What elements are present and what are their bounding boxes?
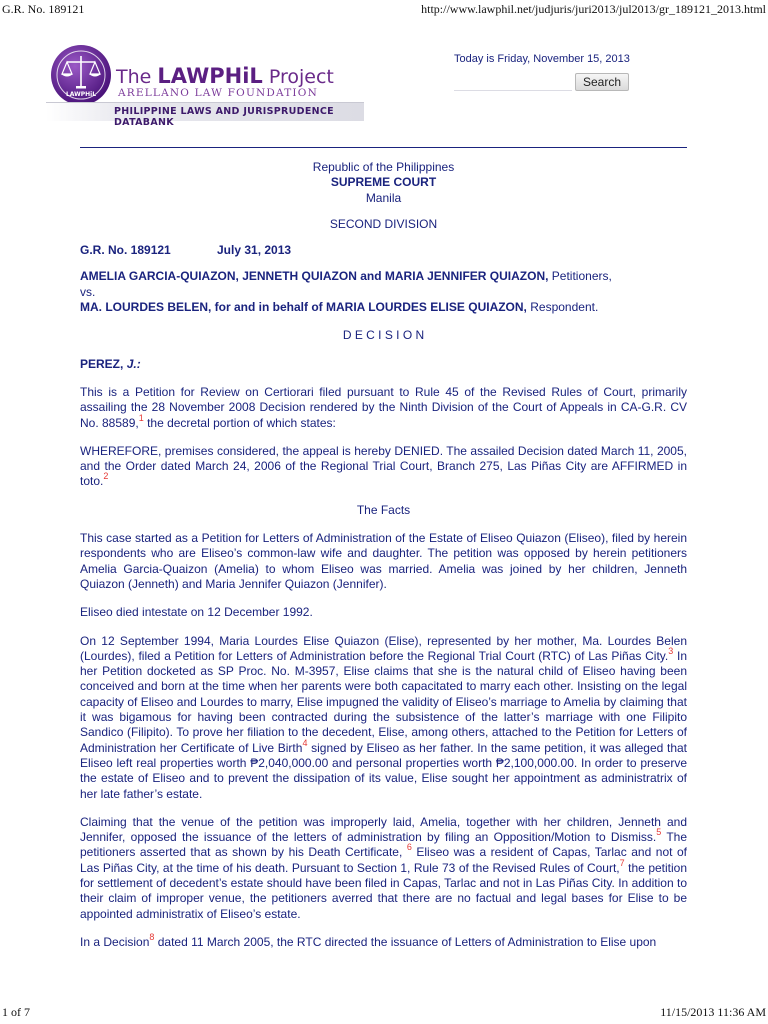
petitioners-names: AMELIA GARCIA-QUIAZON, JENNETH QUIAZON and MARIA JENNIFER QUIAZON, [80, 269, 549, 284]
facts-heading: The Facts [356, 502, 411, 517]
ponente: PEREZ, J.: [80, 356, 141, 371]
footnote-8-link[interactable]: 8 [149, 931, 155, 942]
division-name: SECOND DIVISION [329, 216, 438, 231]
print-header [0, 0, 768, 18]
court-city: Manila [365, 190, 402, 205]
paragraph-1: This is a Petition for Review on Certiorari filed pursuant to Rule 45 of the Revised Rules of Court, primarily assailing the 28 November 2008 Decision rendered by the Ninth Division of the Court of Appeals in CA-G.R. CV No. 88589,$^1$ the decretal portion of which states: [80, 384, 687, 430]
footnote-5-link[interactable]: 5 [656, 827, 662, 838]
footnote-6-link[interactable]: 6 [406, 842, 412, 853]
print-header-title: G.R. No. 189121 [2, 2, 85, 16]
paragraph-5: On 12 September 1994, Maria Lourdes Elise Quiazon (Elise), represented by her mother, Ma. Lourdes Belen (Lourdes), filed a Petition for Letters of Administration before the Regional Trial Court (RTC) of Las Piñas City.$^3$ In her Petition docketed as SP Proc. No. M-3957, Elise claims that she is the natural child of Eliseo having been conceived and born at the time when her parents were both capacitated to marry each other. Insisting on the legal capacity of Eliseo and Lourdes to marry, Elise impugned the validity of Eliseo’s marriage to Amelia by claiming that it was bigamous for having been contracted during the subsistence of the latter’s marriage with one Filipito Sandico (Filipito). To prove her filiation to the decedent, Elise, among others, attached to the Petition for Letters of Administration her Certificate of Live Birth$^4$ signed by Eliseo as her father. In the same petition, it was alleged that Eliseo left real properties worth ₱2,040,000.00 and personal properties worth ₱2,100,000.00. In order to preserve the estate of Eliseo and to prevent the dissipation of its value, Elise sought her appointment as administratrix of her late father’s estate. [80, 633, 688, 801]
court-name: SUPREME COURT [330, 175, 437, 190]
petitioners-line [80, 269, 687, 284]
decision-date: July 31, 2013 [217, 243, 292, 258]
case-number-line [80, 243, 687, 258]
print-timestamp: 11/15/2013 11:36 AM [660, 1005, 766, 1019]
paragraph-7: In a Decision$^8$ dated 11 March 2005, the RTC directed the issuance of Letters of Administration to Elise upon [80, 931, 657, 949]
header-divider [80, 147, 687, 148]
respondent-role: Respondent. [526, 300, 599, 315]
versus: vs. [80, 284, 96, 299]
print-header-url: http://www.lawphil.net/judjuris/juri2013/jul2013/gr_189121_2013.html [421, 2, 766, 16]
footnote-4-link[interactable]: 4 [302, 737, 308, 748]
footnote-7-link[interactable]: 7 [619, 857, 625, 868]
republic-line: Republic of the Philippines [312, 160, 455, 174]
today-date: Today is Friday, November 15, 2013 [454, 53, 630, 65]
paragraph-4: Eliseo died intestate on 12 December 1992. [80, 605, 313, 620]
respondent-line [80, 300, 687, 315]
foundation-name: ARELLANO LAW FOUNDATION [118, 87, 318, 99]
brand-name: The LAWPHiL Project [116, 64, 334, 88]
footnote-3-link[interactable]: 3 [668, 645, 674, 656]
databank-banner: PHILIPPINE LAWS AND JURISPRUDENCE DATABANK [46, 102, 364, 121]
petitioners-role: Petitioners, [548, 269, 612, 284]
search-input[interactable] [454, 72, 572, 91]
lawphil-logo[interactable] [46, 42, 364, 128]
footnote-2-link[interactable]: 2 [103, 471, 109, 482]
svg-text:LAWPHiL: LAWPHiL [65, 91, 97, 98]
paragraph-3: This case started as a Petition for Letters of Administration of the Estate of Eliseo Quiazon (Eliseo), filed by herein respondents who are Eliseo’s common-law wife and daughter. The petition was opposed by herein petitioners Amelia Garcia-Quaizon (Amelia) to whom Eliseo was married. Amelia was joined by her children, Jenneth Quiazon (Jenneth) and Maria Jennifer Quiazon (Jennifer). [80, 531, 687, 591]
gr-number: G.R. No. 189121 [80, 243, 171, 258]
page-count: 1 of 7 [2, 1005, 30, 1019]
paragraph-6: Claiming that the venue of the petition was improperly laid, Amelia, together with her children, Jenneth and Jennifer, opposed the issuance of the letters of administration by filing an Opposition/Motion to Dismiss.$^5$ The petitioners asserted that as shown by his Death Certificate, $^6$ Eliseo was a resident of Capas, Tarlac and not of Las Piñas City, at the time of his death. Pursuant to Section 1, Rule 73 of the Revised Rules of Court,$^7$ the petition for settlement of decedent’s estate should have been filed in Capas, Tarlac and not in Las Piñas City. In addition to their claim of improper venue, the petitioners averred that there are no factual and legal bases for Elise to be appointed administratix of Eliseo’s estate. [80, 814, 688, 921]
footnote-1-link[interactable]: 1 [138, 412, 144, 423]
paragraph-2: WHEREFORE, premises considered, the appeal is hereby DENIED. The assailed Decision dated March 11, 2005, and the Order dated March 24, 2006 of the Regional Trial Court, Branch 275, Las Piñas City are AFFIRMED in toto.$^2$ [80, 443, 687, 489]
search-button[interactable]: Search [575, 73, 629, 91]
respondent-names: MA. LOURDES BELEN, for and in behalf of MARIA LOURDES ELISE QUIAZON, [80, 300, 527, 315]
decision-title: D E C I S I O N [342, 328, 425, 343]
print-footer [0, 1004, 768, 1024]
decision-document [80, 160, 687, 950]
